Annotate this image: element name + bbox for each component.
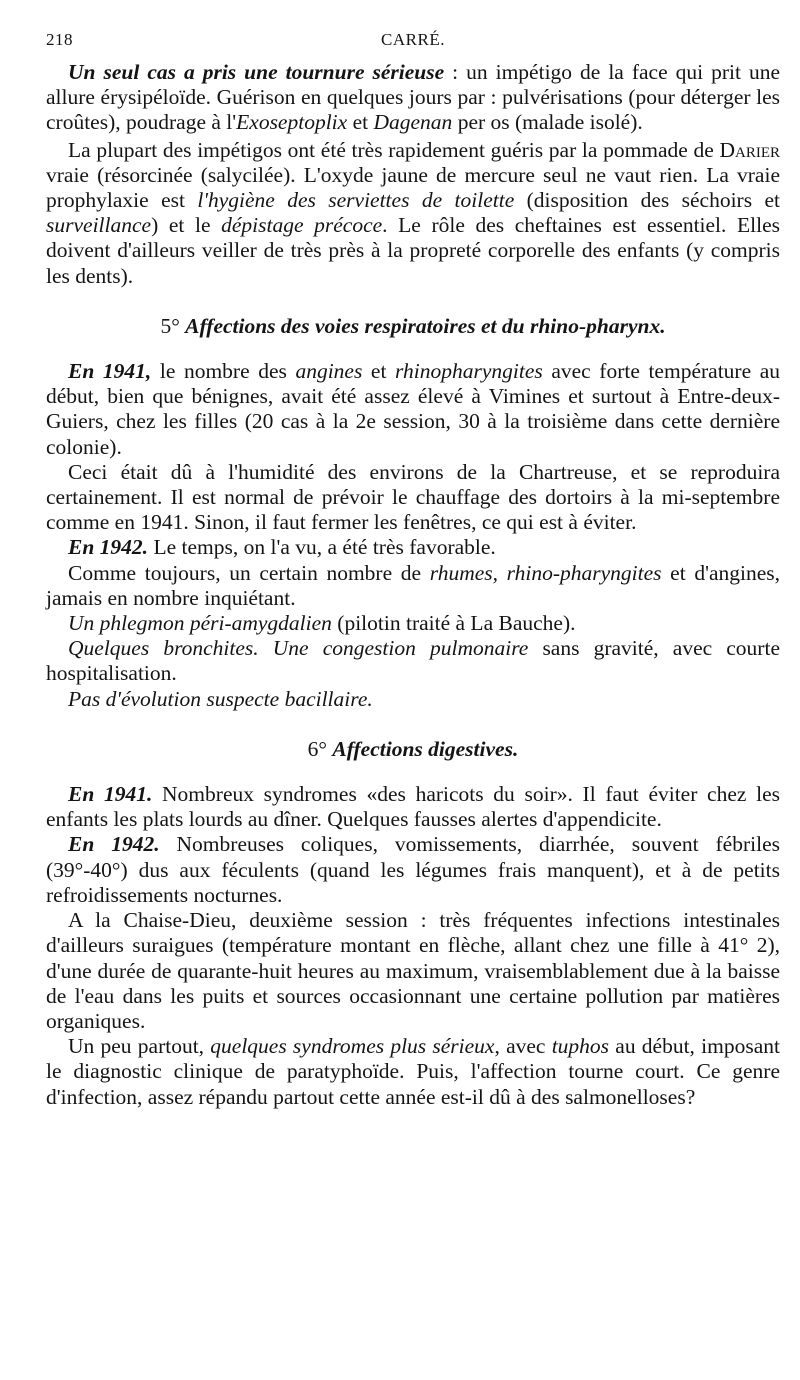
paragraph-1941-respiratory (46, 359, 780, 460)
paragraph-1942-weather (46, 535, 780, 560)
italic-run: Exoseptoplix (236, 110, 348, 135)
paragraph-chaise-dieu (46, 908, 780, 1034)
paragraph-impetigo-treatment (46, 138, 780, 289)
book-page (46, 30, 780, 1110)
paragraph-1941-digestive (46, 782, 780, 832)
italic-run: dépistage précoce (221, 213, 383, 238)
text-run: avec forte température au début, bien que bénignes, avait été assez élevé à Vimines et surtout à Entre-deux-Guiers, chez les filles (20 cas à la 2e session, 30 à la troisième dans cette dernière colonie). (46, 359, 780, 459)
text-run: ) et le (151, 213, 222, 238)
running-header (46, 30, 780, 60)
text-run: et (347, 110, 374, 135)
text-run: Nombreuses coliques, vomissements, diarrhée, souvent fébriles (39°-40°) dus aux féculents (quand les légumes frais manquent), et à de petits refroidissements nocturnes. (46, 832, 780, 907)
italic-run: surveillance (46, 213, 152, 238)
text-run: , avec (494, 1034, 552, 1059)
section-number: 5° (160, 313, 180, 338)
paragraph-lead: En 1942. (68, 535, 149, 560)
text-run: et (362, 359, 396, 384)
italic-run: Quelques bronchites. Une congestion pulmonaire (68, 636, 529, 661)
italic-run: rhinopharyngites (395, 359, 543, 384)
text-run: per os (malade isolé). (452, 110, 643, 135)
paragraph-bacillary (46, 687, 780, 712)
text-run: (pilotin traité à La Bauche). (331, 611, 576, 636)
text-run: . Le rôle des cheftaines est essentiel. Elles doivent d'ailleurs veiller de très près à la propreté corporelle des enfants (y compris les dents). (46, 213, 781, 288)
italic-run: quelques syndromes plus sérieux (210, 1034, 495, 1059)
text-run: Un peu partout, (68, 1034, 211, 1059)
text-run: Le temps, on l'a vu, a été très favorable. (148, 535, 496, 560)
paragraph-lead: En 1941. (68, 782, 153, 807)
section-heading-respiratory (46, 314, 780, 339)
text-run: A la Chaise-Dieu, deuxième session : très fréquentes infections intestinales d'ailleurs suraigues (température montant en flèche, allant chez une fille à 41° 2), d'une durée de quarante-huit heures au maximum, vraisemblablement due à la baisse de l'eau dans les puits et sources occasionnant une certaine pollution par matières organiques. (46, 908, 780, 1033)
text-run: Ceci était dû à l'humidité des environs de la Chartreuse, et se reproduira certainement. Il est normal de prévoir le chauffage des dortoirs à la mi-septembre comme en 1941. Sinon, il faut fermer les fenêtres, ce qui est à éviter. (46, 459, 780, 535)
paragraph-bronchitis (46, 636, 780, 686)
text-run: le nombre des (151, 359, 296, 384)
text-run: La plupart des impétigos ont été très rapidement guéris par la pommade de (68, 137, 720, 162)
section-title: Affections digestives. (332, 736, 519, 761)
paragraph-lead: Un seul cas a pris une tournure sérieuse (68, 60, 445, 84)
italic-run: Pas d'évolution suspecte bacillaire. (68, 686, 373, 711)
section-number: 6° (307, 736, 328, 761)
paragraph-colds (46, 561, 780, 611)
italic-run: Dagenan (373, 110, 453, 135)
italic-run: tuphos (551, 1034, 610, 1059)
paragraph-phlegmon (46, 611, 780, 636)
italic-run: angines (295, 359, 363, 384)
italic-run: l'hygiène des serviettes de toilette (197, 188, 515, 213)
text-run: Comme toujours, un certain nombre de (68, 560, 430, 585)
text-run: au début, imposant le diagnostic clinique de paratyphoïde. Puis, l'affection tourne court. Ce genre d'infection, assez répandu partout cette année est-il dû à des salmonelloses? (46, 1034, 780, 1109)
text-run: vraie (résorcinée (salycilée). L'oxyde jaune de mercure seul ne vaut rien. La vraie prophylaxie est (46, 162, 780, 213)
paragraph-lead: En 1942. (68, 832, 160, 857)
paragraph-paratyphoid (46, 1034, 780, 1110)
author-name: Darier (719, 137, 780, 162)
paragraph-lead: En 1941, (68, 359, 152, 384)
paragraph-humidity (46, 460, 780, 536)
section-title: Affections des voies respiratoires et du rhino-pharynx. (185, 313, 666, 338)
running-title: CARRÉ. (381, 30, 445, 49)
paragraph-1942-digestive (46, 832, 780, 908)
text-run: et d'angines, jamais en nombre inquiétant. (46, 560, 780, 610)
text-run: : un impétigo de la face qui prit une allure érysipéloïde. Guérison en quelques jours par : pulvérisations (pour déterger les croûtes), poudrage à l' (46, 60, 780, 135)
text-run: Nombreux syndromes «des haricots du soir». Il faut éviter chez les enfants les plats lourds au dîner. Quelques fausses alertes d'appendicite. (46, 782, 780, 832)
text-run: sans gravité, avec courte hospitalisation. (46, 636, 780, 686)
italic-run: rhumes, rhino-pharyngites (429, 560, 662, 585)
italic-run: Un phlegmon péri-amygdalien (68, 611, 332, 636)
page-body (46, 60, 780, 1110)
page-number: 218 (46, 30, 73, 49)
section-heading-digestive (46, 737, 780, 762)
text-run: (disposition des séchoirs et (514, 188, 780, 213)
paragraph-impetigo-case (46, 60, 780, 136)
